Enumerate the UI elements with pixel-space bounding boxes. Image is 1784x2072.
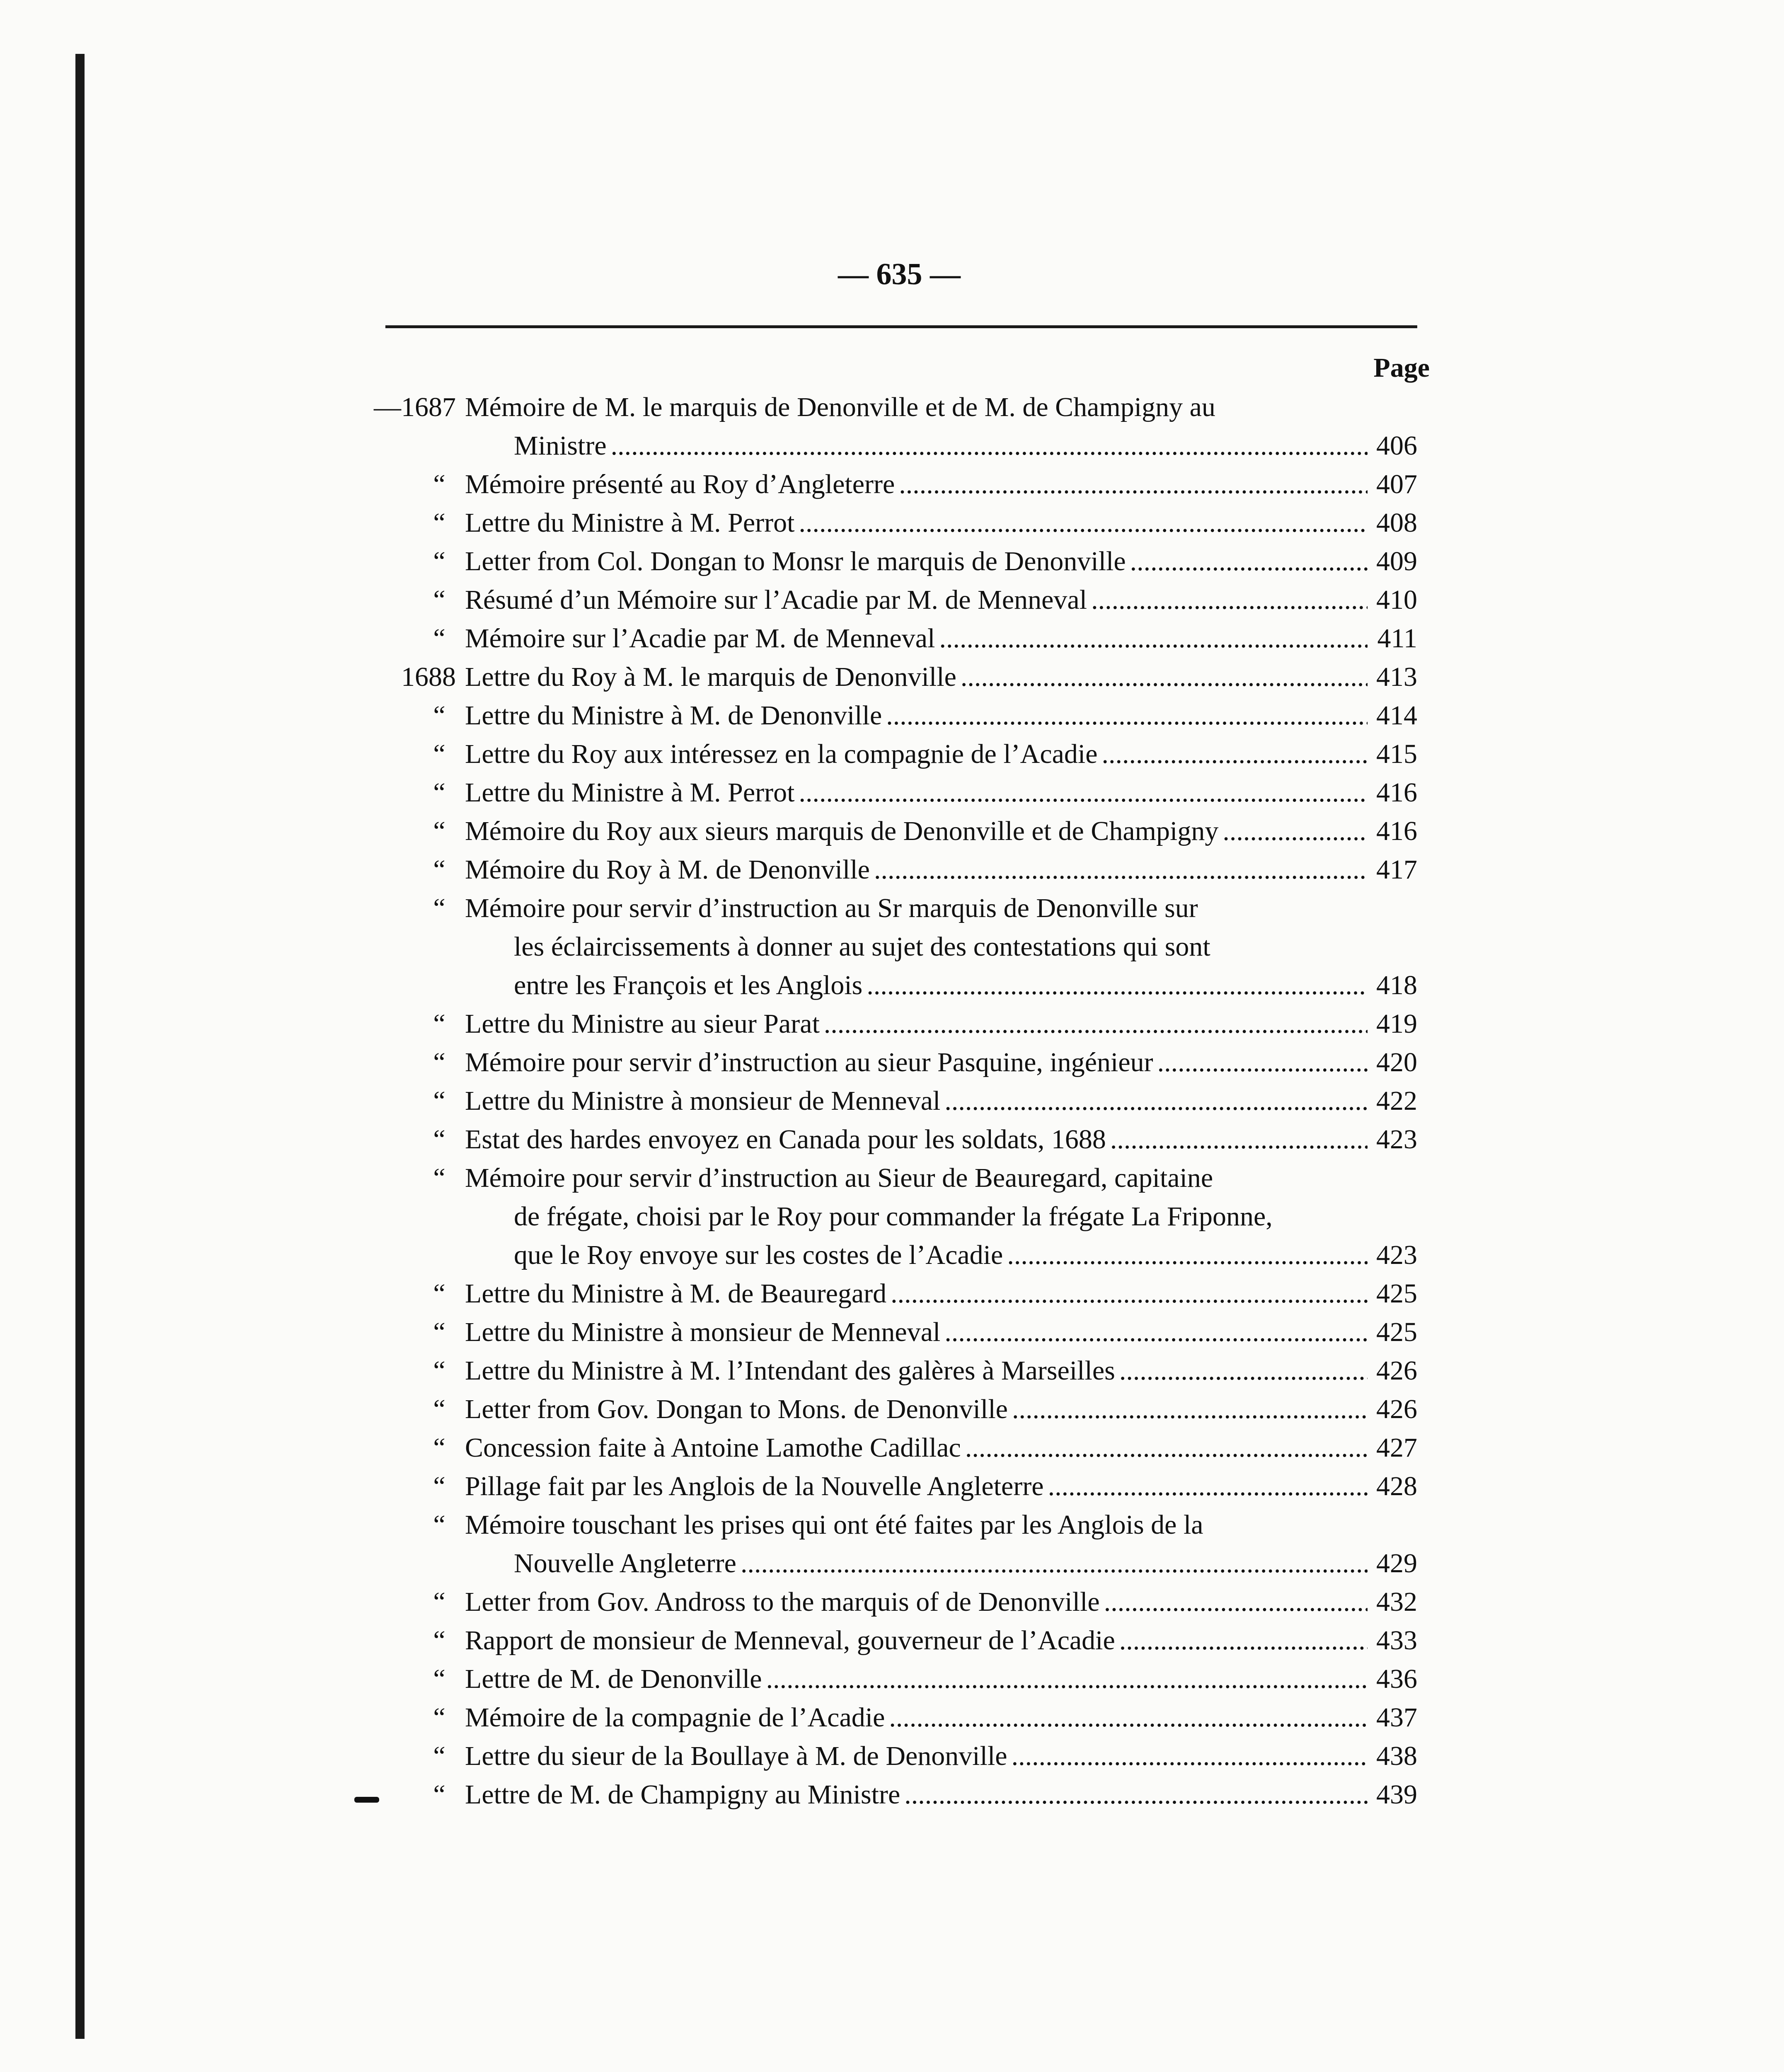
dot-leader [741,1544,1368,1583]
entry-year: —1687 [374,392,456,422]
toc-entry-line [356,1583,1417,1621]
dot-leader [1048,1467,1368,1506]
entry-page-number: 409 [1376,546,1417,576]
dot-leader [886,696,1368,735]
toc-entry-line [356,735,1417,773]
entry-title: Lettre du sieur de la Boullaye à M. de Denonville [465,1741,1007,1771]
entry-title: Lettre du Ministre à M. Perrot [465,508,795,538]
toc-entry [356,735,1417,773]
dot-leader [889,1698,1368,1737]
ditto-mark: “ [433,1510,445,1540]
toc-entry [356,1506,1417,1583]
toc-entry-line [356,658,1417,696]
entry-page-number: 411 [1377,623,1417,654]
entry-title: Rapport de monsieur de Menneval, gouverneur de l’Acadie [465,1625,1115,1656]
toc-entry-line [356,1043,1417,1082]
entry-page-number: 429 [1376,1548,1417,1578]
page-column-heading: Page [1373,353,1430,383]
ditto-mark: “ [433,585,445,615]
toc-entry-line [356,619,1417,658]
entry-title: Nouvelle Angleterre [514,1548,736,1578]
ditto-mark: “ [433,1471,445,1501]
toc-entry [356,1698,1417,1737]
dot-leader [1119,1351,1368,1390]
toc-entry [356,1621,1417,1660]
entry-page-number: 426 [1376,1356,1417,1386]
toc-entry [356,581,1417,619]
ditto-mark: “ [433,1317,445,1347]
toc-entry-line [356,1005,1417,1043]
entry-title: Lettre du Ministre à M. de Beauregard [465,1278,887,1309]
ditto-mark: “ [433,1047,445,1077]
dot-leader [1104,1583,1368,1621]
entry-title: Lettre de M. de Champigny au Ministre [465,1779,900,1810]
dot-leader [824,1005,1368,1043]
toc-entry [356,1043,1417,1082]
toc-entry [356,1082,1417,1120]
toc-entry [356,812,1417,850]
entry-title: Lettre du Ministre à M. Perrot [465,777,795,808]
entry-page-number: 438 [1376,1741,1417,1771]
ditto-mark: “ [433,1394,445,1424]
dot-leader [1222,812,1368,850]
entry-title: Lettre du Ministre au sieur Parat [465,1009,820,1039]
dot-leader [1157,1043,1368,1082]
entry-page-number: 432 [1376,1587,1417,1617]
dot-leader [1130,542,1368,581]
ditto-mark: “ [433,1779,445,1810]
toc-entry-line [356,1698,1417,1737]
entry-title: de frégate, choisi par le Roy pour commander la frégate La Friponne, [514,1201,1273,1232]
entry-page-number: 413 [1376,662,1417,692]
dot-leader [1119,1621,1368,1660]
dot-leader [799,503,1368,542]
toc-entry [356,850,1417,889]
toc-entry [356,1390,1417,1428]
dot-leader [939,619,1368,658]
entry-page-number: 423 [1376,1240,1417,1270]
toc-entry [356,696,1417,735]
entry-page-number: 428 [1376,1471,1417,1501]
toc-entry [356,388,1417,465]
entry-title: Lettre du Ministre à M. l’Intendant des galères à Marseilles [465,1356,1115,1386]
toc-entry-line [356,1120,1417,1159]
toc-entry-line [356,1082,1417,1120]
ditto-mark: “ [433,739,445,769]
toc-entry [356,1428,1417,1467]
toc-entry-line [356,773,1417,812]
entry-title: Mémoire présenté au Roy d’Angleterre [465,469,895,499]
ditto-mark: “ [433,546,445,576]
ditto-mark: “ [433,816,445,846]
dot-leader [1007,1236,1368,1274]
entry-page-number: 407 [1376,469,1417,499]
ditto-mark: “ [433,1086,445,1116]
dot-leader [1110,1120,1368,1159]
toc-entry [356,465,1417,503]
ditto-mark: “ [433,1009,445,1039]
toc-entry-line [356,1428,1417,1467]
entry-page-number: 426 [1376,1394,1417,1424]
ditto-mark: “ [433,700,445,731]
entry-page-number: 420 [1376,1047,1417,1077]
entry-page-number: 414 [1376,700,1417,731]
table-of-contents [356,388,1417,1814]
dot-leader [766,1660,1368,1698]
dot-leader [899,465,1368,503]
toc-entry-line [356,1390,1417,1428]
entry-page-number: 417 [1376,854,1417,885]
toc-entry-line [356,503,1417,542]
toc-entry [356,1159,1417,1274]
ditto-mark: “ [433,508,445,538]
entry-title: entre les François et les Anglois [514,970,863,1000]
entry-title: Mémoire pour servir d’instruction au Sieur de Beauregard, capitaine [465,1163,1213,1193]
ditto-mark: “ [433,1625,445,1656]
dot-leader [944,1313,1368,1351]
entry-title: Mémoire de la compagnie de l’Acadie [465,1702,885,1733]
entry-title: Mémoire du Roy aux sieurs marquis de Denonville et de Champigny [465,816,1219,846]
toc-entry-line [356,1159,1417,1197]
dot-leader [1012,1390,1368,1428]
toc-entry-line [356,1274,1417,1313]
dot-leader [1012,1737,1368,1775]
entry-title: Ministre [514,431,607,461]
entry-title: Lettre du Ministre à monsieur de Menneval [465,1317,941,1347]
toc-entry [356,1775,1417,1814]
entry-page-number: 418 [1376,970,1417,1000]
dot-leader [965,1428,1368,1467]
toc-entry [356,1467,1417,1506]
entry-page-number: 439 [1376,1779,1417,1810]
dot-leader [904,1775,1368,1814]
toc-entry-line [356,1351,1417,1390]
toc-entry [356,1120,1417,1159]
entry-title: Letter from Gov. Dongan to Mons. de Denonville [465,1394,1008,1424]
entry-title: que le Roy envoye sur les costes de l’Acadie [514,1240,1003,1270]
ditto-mark: “ [433,1278,445,1309]
ditto-mark: “ [433,893,445,923]
binding-edge [75,54,85,2039]
entry-page-number: 422 [1376,1086,1417,1116]
entry-page-number: 410 [1376,585,1417,615]
entry-page-number: 419 [1376,1009,1417,1039]
ditto-mark: “ [433,1356,445,1386]
toc-entry-line [356,1737,1417,1775]
entry-title: Mémoire pour servir d’instruction au sieur Pasquine, ingénieur [465,1047,1153,1077]
ditto-mark: “ [433,469,445,499]
toc-entry-line [356,812,1417,850]
entry-page-number: 433 [1376,1625,1417,1656]
toc-entry-line [356,388,1417,426]
toc-entry [356,773,1417,812]
toc-entry-line [356,1621,1417,1660]
toc-entry-line [356,927,1417,966]
entry-page-number: 416 [1376,777,1417,808]
toc-entry-line [356,1660,1417,1698]
dot-leader [961,658,1368,696]
toc-entry-line [356,1313,1417,1351]
entry-title: Estat des hardes envoyez en Canada pour les soldats, 1688 [465,1124,1106,1155]
entry-title: Lettre du Ministre à monsieur de Menneval [465,1086,941,1116]
entry-title: Lettre du Roy aux intéressez en la compagnie de l’Acadie [465,739,1098,769]
toc-entry-line [356,1467,1417,1506]
toc-entry-line [356,542,1417,581]
toc-entry [356,1583,1417,1621]
entry-title: Pillage fait par les Anglois de la Nouvelle Angleterre [465,1471,1044,1501]
entry-title: Concession faite à Antoine Lamothe Cadillac [465,1433,961,1463]
dot-leader [1091,581,1368,619]
entry-title: Lettre de M. de Denonville [465,1664,762,1694]
toc-entry [356,619,1417,658]
toc-entry-line [356,426,1417,465]
dot-leader [867,966,1368,1005]
toc-entry-line [356,1197,1417,1236]
entry-page-number: 437 [1376,1702,1417,1733]
toc-entry-line [356,889,1417,927]
ditto-mark: “ [433,623,445,654]
entry-page-number: 415 [1376,739,1417,769]
dot-leader [891,1274,1368,1313]
toc-entry-line [356,1544,1417,1583]
dot-leader [874,850,1368,889]
entry-page-number: 423 [1376,1124,1417,1155]
toc-entry-line [356,696,1417,735]
ditto-mark: “ [433,1124,445,1155]
entry-page-number: 408 [1376,508,1417,538]
entry-title: Mémoire sur l’Acadie par M. de Menneval [465,623,935,654]
toc-entry [356,1660,1417,1698]
toc-entry [356,1274,1417,1313]
toc-entry-line [356,1506,1417,1544]
entry-page-number: 436 [1376,1664,1417,1694]
entry-page-number: 416 [1376,816,1417,846]
entry-title: Letter from Gov. Andross to the marquis of de Denonville [465,1587,1100,1617]
toc-entry-line [356,1236,1417,1274]
entry-title: Mémoire de M. le marquis de Denonville et de M. de Champigny au [465,392,1215,422]
ditto-mark: “ [433,1433,445,1463]
toc-entry [356,1005,1417,1043]
entry-page-number: 425 [1376,1278,1417,1309]
entry-page-number: 406 [1376,431,1417,461]
toc-entry-line [356,1775,1417,1814]
ditto-mark: “ [433,854,445,885]
toc-entry [356,658,1417,696]
toc-entry [356,1351,1417,1390]
entry-page-number: 427 [1376,1433,1417,1463]
entry-title: Letter from Col. Dongan to Monsr le marquis de Denonville [465,546,1126,576]
toc-entry [356,503,1417,542]
page-number: — 635 — [838,257,961,291]
toc-entry-line [356,966,1417,1005]
toc-entry [356,1737,1417,1775]
margin-dash-mark [354,1797,379,1803]
entry-title: Mémoire touschant les prises qui ont été faites par les Anglois de la [465,1510,1203,1540]
dot-leader [1102,735,1368,773]
toc-entry [356,889,1417,1005]
header-rule [385,325,1417,328]
entry-title: Lettre du Roy à M. le marquis de Denonville [465,662,956,692]
dot-leader [611,426,1368,465]
entry-title: Lettre du Ministre à M. de Denonville [465,700,882,731]
ditto-mark: “ [433,1741,445,1771]
entry-year: 1688 [401,662,456,692]
entry-title: Mémoire pour servir d’instruction au Sr marquis de Denonville sur [465,893,1198,923]
ditto-mark: “ [433,1587,445,1617]
entry-title: les éclaircissements à donner au sujet des contestations qui sont [514,932,1210,962]
ditto-mark: “ [433,1163,445,1193]
ditto-mark: “ [433,777,445,808]
toc-entry [356,1313,1417,1351]
ditto-mark: “ [433,1664,445,1694]
entry-title: Résumé d’un Mémoire sur l’Acadie par M. de Menneval [465,585,1087,615]
toc-entry-line [356,581,1417,619]
entry-page-number: 425 [1376,1317,1417,1347]
dot-leader [799,773,1368,812]
toc-entry-line [356,465,1417,503]
entry-title: Mémoire du Roy à M. de Denonville [465,854,870,885]
toc-entry-line [356,850,1417,889]
ditto-mark: “ [433,1702,445,1733]
dot-leader [944,1082,1368,1120]
toc-entry [356,542,1417,581]
